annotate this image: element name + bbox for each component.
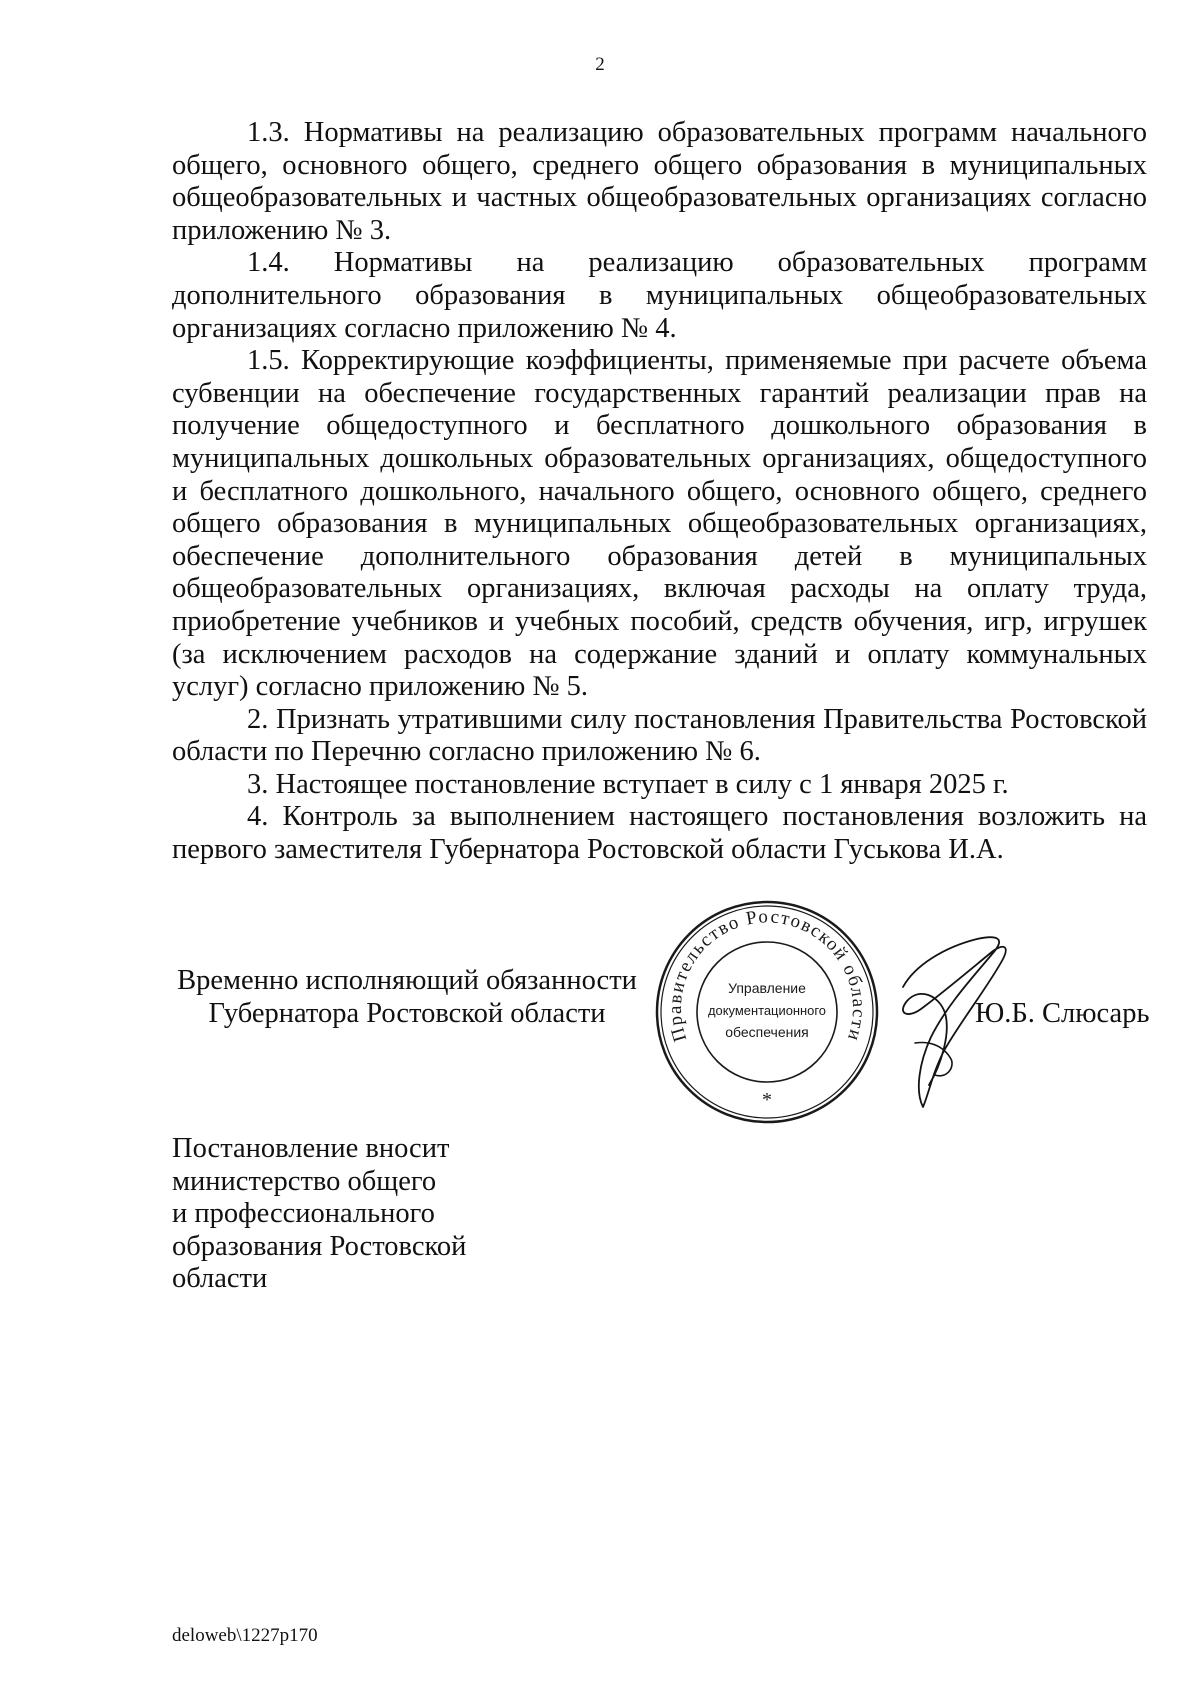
signer-title-line2: Губернатора Ростовской области (208, 998, 606, 1029)
seal-star: * (762, 1089, 772, 1111)
seal-inner-line2: документационного (708, 1004, 827, 1018)
submitter-line3: и профессионального (172, 1198, 435, 1229)
paragraph-4: 4. Контроль за выполнением настоящего постановления возложить на первого заместителя Губернатора Ростовской области Гуськова И.А. (172, 801, 1147, 866)
paragraph-3: 3. Настоящее постановление вступает в силу с 1 января 2025 г. (247, 768, 1009, 800)
submitter-note (172, 1133, 502, 1296)
seal-outer-text: Правительство Ростовской области (664, 906, 870, 1045)
submitter-line4: образования Ростовской (172, 1230, 467, 1262)
footer-code: deloweb\1227p170 (172, 1625, 318, 1646)
paragraph-1-5: 1.5. Корректирующие коэффициенты, применяемые при расчете объема субвенции на обеспечение государственных гарантий реализации прав на получение общедоступного и бесплатного дошкольного образования в муниципальных дошкольных образовательных организациях, общедоступного и бесплатного дошкольного, начального общего, основного общего, среднего общего образования в муниципальных общеобразовательных организациях, обеспечение дополнительного образования детей в муниципальных общеобразовательных организациях, включая расходы на оплату труда, приобретение учебников и учебных пособий, средств обучения, игр, игрушек (за исключением расходов на содержание зданий и оплату коммунальных услуг) согласно приложению № 5. (172, 345, 1147, 703)
seal-inner-line3: обеспечения (725, 1024, 809, 1040)
submitter-line2: министерство общего (172, 1165, 437, 1197)
signer-title-line1: Временно исполняющий обязанности (177, 965, 637, 996)
document-body (172, 117, 1147, 867)
submitter-line1: Постановление вносит (172, 1133, 450, 1164)
paragraph-1-3: 1.3. Нормативы на реализацию образовательных программ начального общего, основного общего, среднего общего образования в муниципальных общеобразовательных и частных общеобразовательных организациях согласно приложению № 3. (172, 117, 1147, 246)
seal-inner-line1: Управление (728, 980, 806, 996)
official-seal (652, 897, 882, 1127)
page-number: 2 (595, 54, 605, 75)
submitter-line5: области (172, 1263, 268, 1294)
paragraph-1-4: 1.4. Нормативы на реализацию образовательных программ дополнительного образования в муниципальных общеобразовательных организациях согласно приложению № 4. (172, 247, 1147, 344)
paragraph-2: 2. Признать утратившими силу постановления Правительства Ростовской области по Перечню согласно приложению № 6. (172, 703, 1147, 768)
signer-name: Ю.Б. Слюсарь (975, 998, 1150, 1029)
signer-title (172, 964, 642, 1030)
